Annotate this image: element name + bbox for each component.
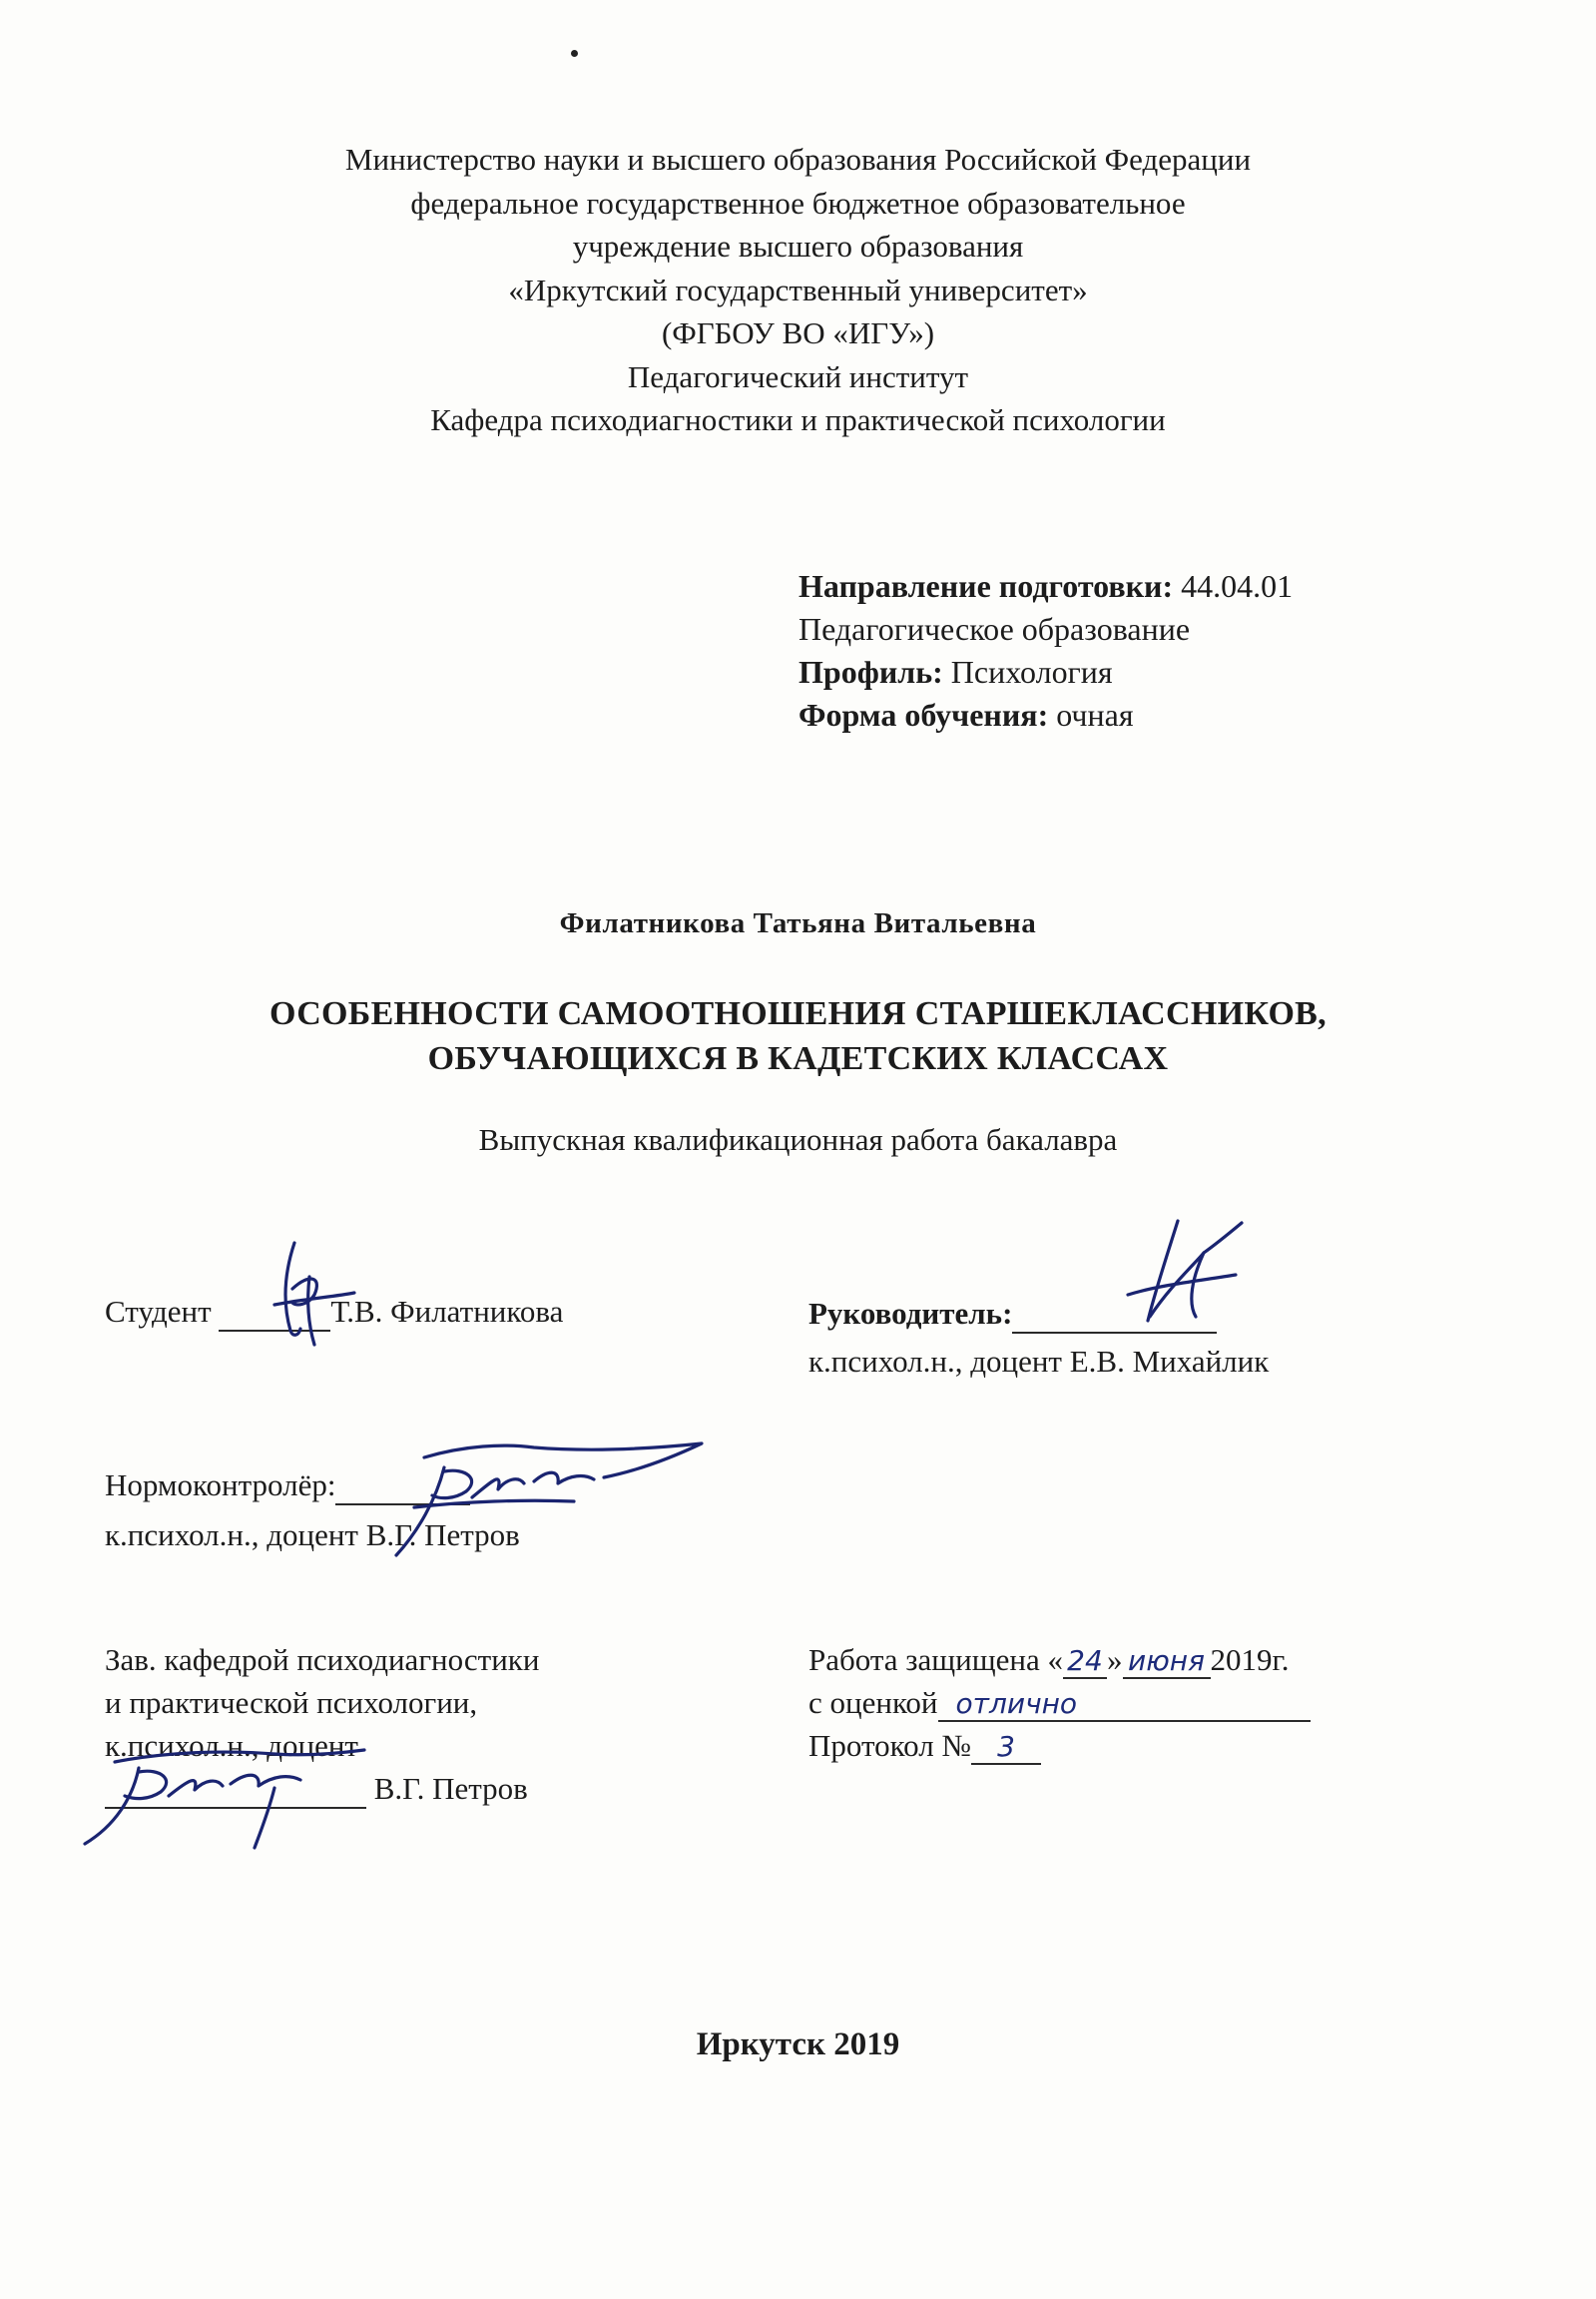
normcontrol-details: к.психол.н., доцент В.Г. Петров xyxy=(105,1517,520,1552)
protocol-number: 3 xyxy=(971,1730,1041,1765)
direction-name: Педагогическое образование xyxy=(798,611,1191,647)
title-line: ОСОБЕННОСТИ САМООТНОШЕНИЯ СТАРШЕКЛАССНИКОВ, xyxy=(269,995,1327,1032)
head-signature xyxy=(75,1732,374,1862)
student-name: Т.В. Филатникова xyxy=(330,1294,564,1329)
grade-value: отлично xyxy=(938,1687,1311,1722)
form-label: Форма обучения: xyxy=(798,697,1049,733)
protocol-label: Протокол № xyxy=(808,1728,971,1763)
head-line-3: к.психол.н., доцент xyxy=(105,1728,358,1763)
defense-mid: » xyxy=(1107,1642,1123,1677)
header-line: Министерство науки и высшего образования Российской Федерации xyxy=(344,142,1252,177)
defense-month: июня xyxy=(1123,1644,1211,1679)
student-label: Студент xyxy=(105,1294,212,1329)
header-line: учреждение высшего образования xyxy=(572,229,1024,264)
direction-label: Направление подготовки: xyxy=(798,568,1174,604)
study-direction-block xyxy=(798,565,1293,737)
form-line xyxy=(798,694,1293,737)
speck-mark xyxy=(571,50,578,57)
direction-code: 44.04.01 xyxy=(1173,568,1294,604)
header-line: «Иркутский государственный университет» xyxy=(508,272,1088,307)
defense-year: 2019г. xyxy=(1210,1642,1290,1677)
head-name: В.Г. Петров xyxy=(373,1771,528,1806)
grade-label: с оценкой xyxy=(808,1685,938,1720)
header-line: Педагогический институт xyxy=(627,358,969,394)
header-line: Кафедра психодиагностики и практической психологии xyxy=(430,402,1166,437)
defense-day: 24 xyxy=(1063,1644,1107,1679)
student-signature xyxy=(255,1233,374,1353)
defense-line xyxy=(808,1642,1289,1679)
city-year: Иркутск 2019 xyxy=(696,2026,900,2062)
direction-line xyxy=(798,565,1293,608)
header-line: федеральное государственное бюджетное образовательное xyxy=(410,185,1186,221)
defense-prefix: Работа защищена « xyxy=(808,1642,1063,1677)
supervisor-signature xyxy=(1108,1213,1258,1333)
thesis-title xyxy=(0,991,1596,1081)
form-value: очная xyxy=(1048,697,1134,733)
supervisor-details: к.психол.н., доцент Е.В. Михайлик xyxy=(808,1344,1270,1379)
profile-value: Психология xyxy=(942,654,1113,690)
profile-line xyxy=(798,651,1293,694)
header-line: (ФГБОУ ВО «ИГУ») xyxy=(661,315,935,350)
profile-label: Профиль: xyxy=(798,654,943,690)
work-type: Выпускная квалификационная работа бакалавра xyxy=(478,1122,1118,1157)
grade-line xyxy=(808,1685,1311,1722)
supervisor-label: Руководитель: xyxy=(808,1296,1013,1331)
head-line-1: Зав. кафедрой психодиагностики xyxy=(105,1642,540,1677)
title-line: ОБУЧАЮЩИХСЯ В КАДЕТСКИХ КЛАССАХ xyxy=(427,1040,1169,1077)
institution-header xyxy=(0,138,1596,442)
normcontrol-label: Нормоконтролёр: xyxy=(105,1467,336,1502)
normcontrol-signature xyxy=(384,1428,714,1577)
head-line-2: и практической психологии, xyxy=(105,1685,478,1720)
author-name: Филатникова Татьяна Витальевна xyxy=(559,907,1037,939)
protocol-line xyxy=(808,1728,1041,1765)
